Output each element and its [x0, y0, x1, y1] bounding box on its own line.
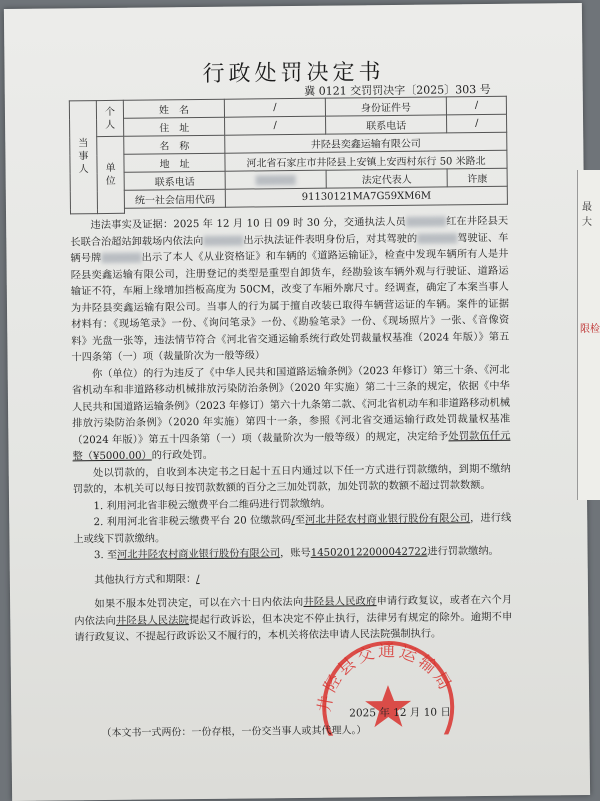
document-body: [70, 214, 512, 647]
individual-address-label: 住 址: [124, 117, 225, 136]
penalty-amount: 处罚款伍仟元整（¥5000.00）: [72, 430, 511, 463]
appeal-paragraph: 如果不服本处罚决定，可以在六十日内依法向井陉县人民政府申请行政复议，或者在六个月内依法向井陉县人民法院提起行政诉讼，但本决定不停止执行，法律另有规定的除外。逾期不申请行政复议、不提起行政诉讼又不履行的，本机关将依法申请人民法院强制执行。: [74, 594, 513, 644]
individual-label: 个人: [96, 100, 123, 136]
payment-method-1: 1. 利用河北省非税云缴费平台二维码进行罚款缴纳。: [93, 498, 331, 512]
party-label: 当事人: [69, 101, 97, 214]
adjacent-paper: 最大 限检: [577, 170, 600, 500]
sign-date: 2025 年 12 月 10 日: [349, 706, 451, 720]
legal-rep-value: 许康: [447, 168, 507, 187]
individual-id-value: /: [447, 96, 507, 115]
individual-address-value: /: [225, 116, 326, 135]
individual-phone-value: /: [447, 114, 507, 133]
other-ways: 其他执行方式和期限：/: [94, 573, 200, 586]
violation-paragraph: 你（单位）的行为违反了《中华人民共和国道路运输条例》（2023 年修订）第三十条、《河北省机动车和非道路移动机械排放污染防治条例》（2020 年实施）第二十三条的规定，依据《中华人民共和国道路运输条例》（2023 年修订）第六十九条第二款、《河北省机动车和非道路移动机械排放污染防治条例》（2020 年实施）第四十一条，参照《河北省交通运输行政处罚裁量权基准（2024 年版）》第五十四条第（一）项（裁量阶次为一般等级）的规定，决定给予处罚款伍仟元整（¥5000.00）的行政处罚。: [71, 364, 511, 463]
unit-phone-value: [225, 170, 326, 189]
payment-methods: [73, 494, 512, 565]
party-info-table: [69, 96, 508, 214]
individual-name-label: 姓 名: [123, 99, 224, 118]
document-title: 行政处罚决定书: [202, 60, 385, 87]
unit-phone-label: 联系电话: [124, 171, 225, 190]
payment-method-2: 2. 利用河北省非税云缴费平台 20 位缴款码/至河北井陉农村商业银行股份有限公司，进行线上或线下罚款缴纳。: [73, 512, 512, 545]
payment-paragraph: 处以罚款的，自收到本决定书之日起十五日内通过以下任一方式进行罚款缴纳，到期不缴纳罚款的，本机关可以每日按罚款数额的百分之三加处罚款，加处罚款的数额不超过罚款数额。: [72, 463, 511, 496]
document-number: 冀 0121 交罚罚决字〔2025〕303 号: [304, 82, 491, 98]
unit-name-label: 名 称: [124, 135, 225, 154]
unit-label: 单位: [97, 136, 125, 213]
individual-name-value: /: [224, 98, 325, 117]
individual-phone-label: 联系电话: [325, 115, 447, 134]
svg-text:井陉县交通运输局: 井陉县交通运输局: [314, 641, 457, 715]
unit-address-value: 河北省石家庄市井陉县上安镇上安西村东行 50 米路北: [225, 150, 507, 171]
legal-rep-label: 法定代表人: [326, 169, 448, 188]
credit-code-value: 91130121MA7G59XM6M: [225, 186, 507, 207]
unit-name-value: 井陉县奕鑫运输有限公司: [225, 132, 507, 153]
unit-address-label: 地 址: [124, 153, 225, 172]
facts-paragraph: 违法事实及证据：2025 年 12 月 10 日 09 时 30 分，交通执法人员 红在井陉县天长联合治超站卸载场内依法向 出示执法证件表明身份后，对其驾驶的 驾驶证、车辆号牌 出示了本人《从业资格证》和车辆的《道路运输证》，检查中发现车辆所有人是井陉县奕鑫运输有限公司，注册登记的类型是重型自卸货车，经勘验该车辆外观与行驶证、道路运输证不符，车厢上缘增加挡板高度为 50CM，改变了车厢外廓尺寸。经调查，确定了本案当事人为井陉县奕鑫运输有限公司。当事人的行为属于擅自改装已取得车辆营运证的车辆。案件的证据材料有：《现场笔录》一份、《询问笔录》一份、《勘验笔录》一份、《现场照片》一张、《音像资料》光盘一张等，违法情节符合《河北省交通运输系统行政处罚裁量权基准（2024 年版）》第五十四条第（一）项（裁量阶次为一般等级）: [70, 215, 510, 364]
bank-account: 145020122000042722: [310, 546, 428, 559]
payment-method-3: 3. 至河北井陉农村商业银行股份有限公司，账号145020122000042722进行罚款缴纳。: [93, 545, 499, 562]
document-page: [4, 3, 590, 801]
individual-id-label: 身份证件号: [325, 97, 447, 116]
credit-code-label: 统一社会信用代码: [124, 189, 225, 208]
footnote: （本文书一式两份：一份存根，一份交当事人或其代理人。）: [101, 725, 367, 740]
